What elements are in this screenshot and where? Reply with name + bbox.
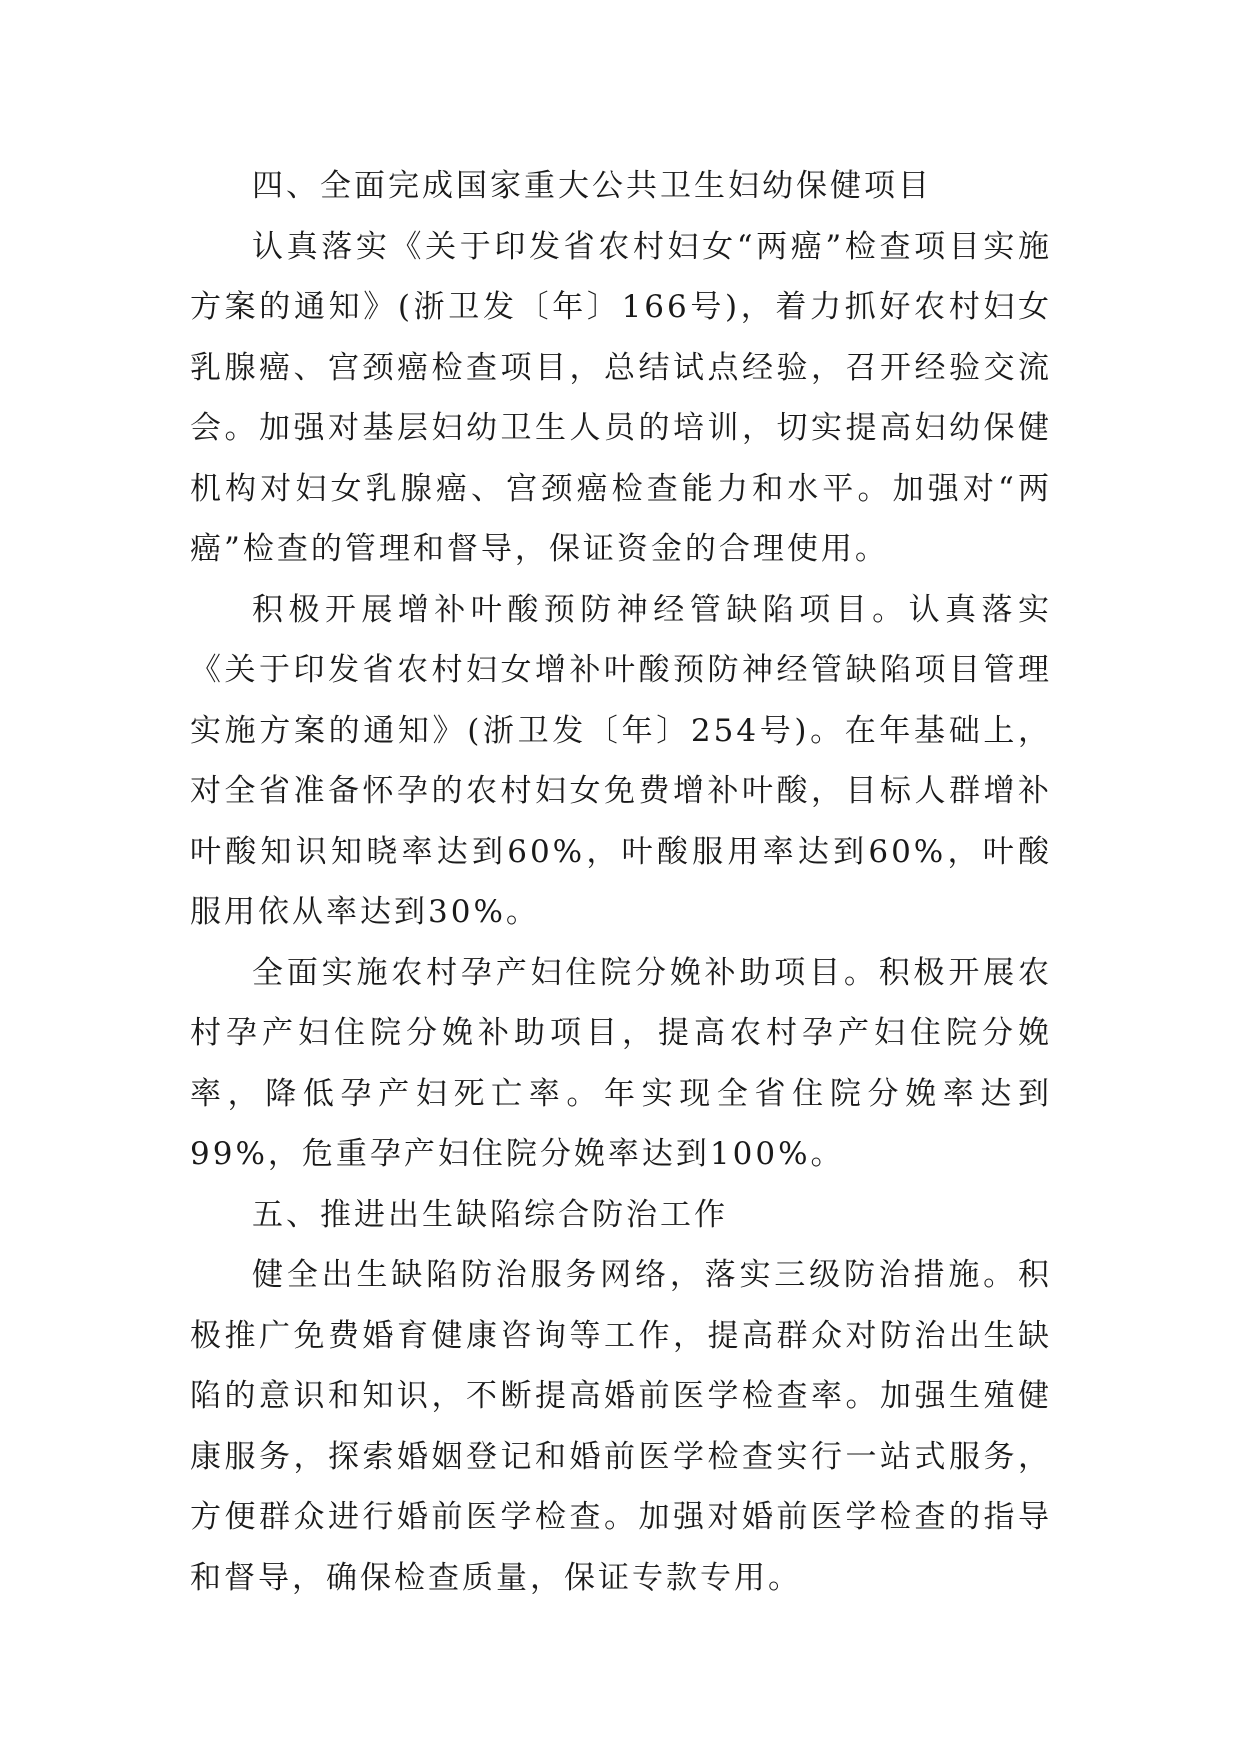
paragraph-hospital-delivery: 全面实施农村孕产妇住院分娩补助项目。积极开展农村孕产妇住院分娩补助项目，提高农村孕产妇住院分娩率，降低孕产妇死亡率。年实现全省住院分娩率达到99%，危重孕产妇住院分娩率达到100%。 [190,954,1052,1172]
section-heading-four: 四、全面完成国家重大公共卫生妇幼保健项目 [252,168,932,204]
paragraph-folic-acid: 积极开展增补叶酸预防神经管缺陷项目。认真落实《关于印发省农村妇女增补叶酸预防神经管缺陷项目管理实施方案的通知》(浙卫发〔年〕254号)。在年基础上，对全省准备怀孕的农村妇女免费增补叶酸，目标人群增补叶酸知识知晓率达到60%，叶酸服用率达到60%，叶酸服用依从率达到30%。 [190,591,1052,930]
section-heading-five: 五、推进出生缺陷综合防治工作 [252,1196,728,1233]
paragraph-birth-defects: 健全出生缺陷防治服务网络，落实三级防治措施。积极推广免费婚育健康咨询等工作，提高群众对防治出生缺陷的意识和知识，不断提高婚前医学检查率。加强生殖健康服务，探索婚姻登记和婚前医学检查实行一站式服务，方便群众进行婚前医学检查。加强对婚前医学检查的指导和督导，确保检查质量，保证专款专用。 [190,1257,1052,1596]
document-body [190,156,1052,1608]
paragraph-two-cancers-screening: 认真落实《关于印发省农村妇女“两癌”检查项目实施方案的通知》(浙卫发〔年〕166号)，着力抓好农村妇女乳腺癌、宫颈癌检查项目，总结试点经验，召开经验交流会。加强对基层妇幼卫生人员的培训，切实提高妇幼保健机构对妇女乳腺癌、宫颈癌检查能力和水平。加强对“两癌”检查的管理和督导，保证资金的合理使用。 [190,228,1052,567]
